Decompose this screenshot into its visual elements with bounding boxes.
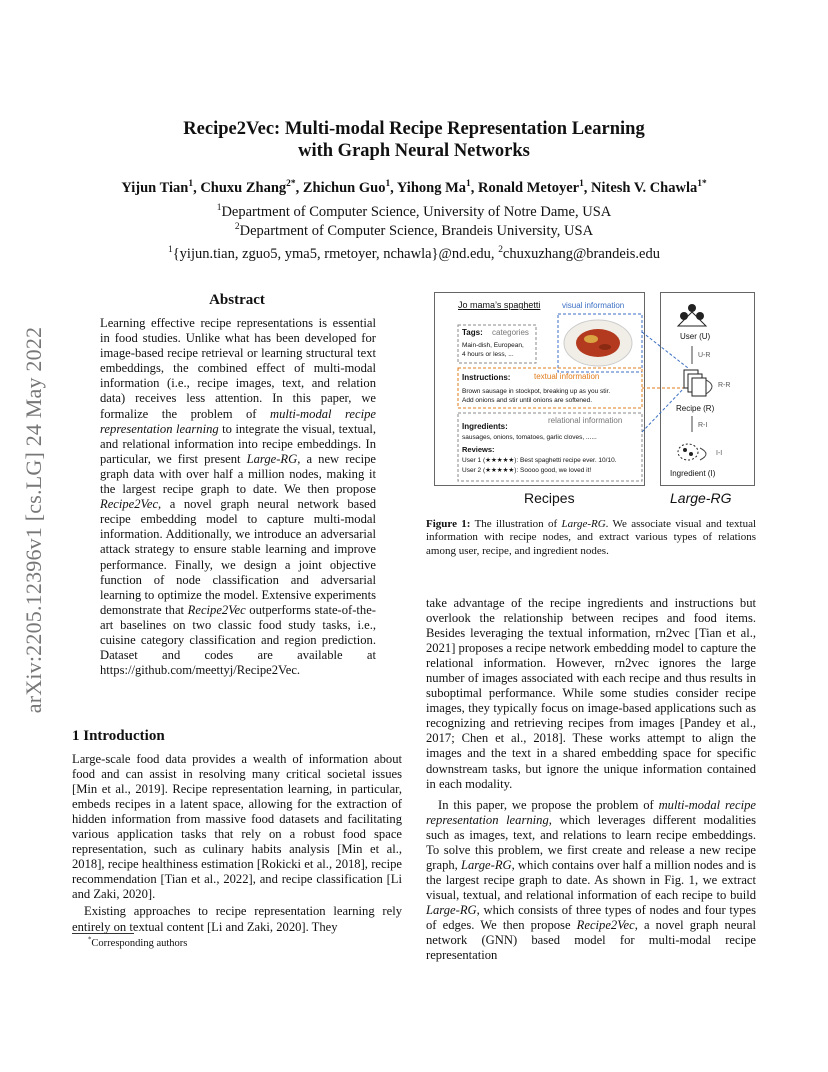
edge-label-ur: U-R xyxy=(698,352,711,359)
edge-label-rr: R-R xyxy=(718,382,731,389)
tags-text: 4 hours or less, ... xyxy=(462,351,514,358)
categories-label: categories xyxy=(492,328,529,337)
title-line-2: with Graph Neural Networks xyxy=(298,141,530,161)
email-mark: 1 xyxy=(168,245,173,256)
ingredients-label: Ingredients: xyxy=(462,422,508,431)
paper-title xyxy=(0,118,828,162)
affiliation-text: Department of Computer Science, University of Notre Dame, USA xyxy=(221,204,612,220)
ingredient-node-icon xyxy=(678,444,706,460)
paragraph: take advantage of the recipe ingredients and instructions but overlook the relationship between recipes and food items. Besides leveraging the textual information, rn2vec [Tian et al., 2021] proposes a recipe network embedding model to capture the relational information. However, rn2vec ignores the large number of images associated with each recipe and thus results in suboptimal performance. While some studies consider recipe images, they typically focus on image-based applications such as recognizing and retrieving recipes from images [Pandey et al., 2017; Chen et al., 2018]. These works attempt to align the images and the text in a shared embedding space for specific downstream tasks, but ignore the unique information contained in each modality. xyxy=(426,596,756,791)
relational-info-label: relational information xyxy=(548,416,623,425)
paragraph: Large-scale food data provides a wealth of information about food and can assist in resolving many critical societal issues [Min et al., 2019]. Recipe representation learning, in particular, embeds recipes in a latent space, allowing for the extraction of hidden information from massive food datasets and facilitating various application tasks that rely on a robust food space representation, such as culinary habits analysis [Min et al., 2018], recipe healthiness estimation [Rokicki et al., 2018], recipe recommendation [Tian et al., 2022], and recipe classification [Li and Zaki, 2020]. xyxy=(72,752,402,902)
section-heading-introduction: 1 Introduction xyxy=(72,728,165,744)
edge-label-ii: I-I xyxy=(716,450,723,457)
recipe-node-label: Recipe (R) xyxy=(676,404,715,413)
author-mark: 1* xyxy=(697,179,707,190)
title-line-1: Recipe2Vec: Multi-modal Recipe Representation Learning xyxy=(183,119,645,139)
reviews-label: Reviews: xyxy=(462,445,495,454)
figure-caption: Figure 1: The illustration of Large-RG. We associate visual and textual information with recipe nodes, and extract various types of relations among user, recipe, and ingredient nodes. xyxy=(426,518,757,557)
abstract-body: Learning effective recipe representations is essential in food studies. Unlike what has been developed for image-based recipe retrieval or learning structural text embeddings, the combined effect of multi-modal information (i.e., recipe images, text, and relation data) receives less attention. In this paper, we formalize the problem of multi-modal recipe representation learning to integrate the visual, textual, and relational information into recipe embeddings. In particular, we first present Large-RG, a new recipe graph data with over half a million nodes, making it the largest recipe graph to date. We then propose Recipe2Vec, a novel graph neural network based recipe embedding model to capture multi-modal information. Additionally, we introduce an adversarial attack strategy to ensure stable learning and improve performance. Finally, we design a joint objective function of node classification and adversarial learning to optimize the model. Extensive experiments demonstrate that Recipe2Vec outperforms state-of-the-art baselines on two classic food study tasks, i.e., cuisine category classification and region prediction. Dataset and codes are available at https://github.com/meettyj/Recipe2Vec. xyxy=(100,316,377,678)
instructions-text: Add onions and stir until onions are softened. xyxy=(462,397,593,404)
visual-info-label: visual information xyxy=(562,301,625,310)
recipe-title: Jo mama’s spaghetti xyxy=(458,300,541,310)
paragraph: Existing approaches to recipe representation learning rely entirely on textual content [Li and Zaki, 2020]. They xyxy=(72,904,402,934)
author-emails xyxy=(0,246,828,263)
email-text: {yijun.tian, zguo5, yma5, rmetoyer, nchawla}@nd.edu, xyxy=(172,246,499,262)
abstract-heading: Abstract xyxy=(209,292,265,308)
author-name: Yijun Tian xyxy=(121,180,189,196)
author-mark: 2* xyxy=(286,179,296,190)
affiliation-text: Department of Computer Science, Brandeis University, USA xyxy=(239,223,594,239)
figure-label-recipes: Recipes xyxy=(524,490,575,506)
arxiv-identifier: arXiv:2205.12396v1 [cs.LG] 24 May 2022 xyxy=(21,326,46,714)
edge-label-ri: R-I xyxy=(698,422,708,429)
author-name: Zhichun Guo xyxy=(302,180,386,196)
introduction-body xyxy=(72,752,402,935)
user-node-label: User (U) xyxy=(680,332,711,341)
right-column-body xyxy=(426,596,756,963)
review-text: User 2 (★★★★★): Soooo good, we loved it! xyxy=(462,467,592,474)
author-name: Nitesh V. Chawla xyxy=(591,180,698,196)
affiliation-2 xyxy=(0,223,828,240)
instructions-label: Instructions: xyxy=(462,373,511,382)
ingredient-node-label: Ingredient (I) xyxy=(670,469,716,478)
footnote: *Corresponding authors xyxy=(88,936,188,949)
paragraph: In this paper, we propose the problem of multi-modal recipe representation learning, which leverages different modalities such as images, text, and relations to learn recipe embeddings. To solve this problem, we first create and release a new recipe graph, Large-RG, which contains over half a million nodes and is the largest recipe graph to date. As shown in Fig. 1, we extract visual, textual, and relational information of each recipe to build Large-RG, which consists of three types of nodes and four types of edges. We then propose Recipe2Vec, a novel graph neural network (GNN) based model for multi-modal recipe representation xyxy=(426,797,757,963)
figure-label-large-rg: Large-RG xyxy=(670,490,732,506)
tags-text: Main-dish, European, xyxy=(462,342,524,349)
affiliation-1 xyxy=(0,204,828,221)
author-mark: 1 xyxy=(385,179,391,190)
author-mark: 1 xyxy=(466,179,471,190)
tags-label: Tags: xyxy=(462,328,483,337)
author-mark: 1 xyxy=(579,179,584,190)
author-name: Ronald Metoyer xyxy=(477,180,580,196)
recipe-node-icon xyxy=(684,370,712,396)
author-mark: 1 xyxy=(188,179,194,190)
email-text: chuxuzhang@brandeis.edu xyxy=(502,246,660,262)
footnote-rule xyxy=(72,933,134,934)
arxiv-sidebar xyxy=(22,280,46,760)
author-list: Yijun Tian$^1$, Chuxu Zhang$^{2*}$, Zhichun Guo$^1$, Yihong Ma$^1$, Ronald Metoyer$^1$, Nitesh V. Chawla$^{1*}$ xyxy=(121,179,707,196)
author-name: Yihong Ma xyxy=(396,180,467,196)
review-text: User 1 (★★★★★): Best spaghetti recipe ever. 10/10. xyxy=(462,457,617,464)
affiliation-mark: 1 xyxy=(216,203,222,214)
user-node-icon xyxy=(678,304,706,326)
ingredients-text: sausages, onions, tomatoes, garlic cloves, ...... xyxy=(462,434,597,441)
instructions-text: Brown sausage in stockpot, breaking up as you stir. xyxy=(462,388,611,395)
figure-1 xyxy=(434,292,756,510)
affiliation-mark: 2 xyxy=(234,222,240,233)
author-name: Chuxu Zhang xyxy=(200,180,287,196)
textual-info-label: textual information xyxy=(534,372,600,381)
email-mark: 2 xyxy=(498,245,503,256)
